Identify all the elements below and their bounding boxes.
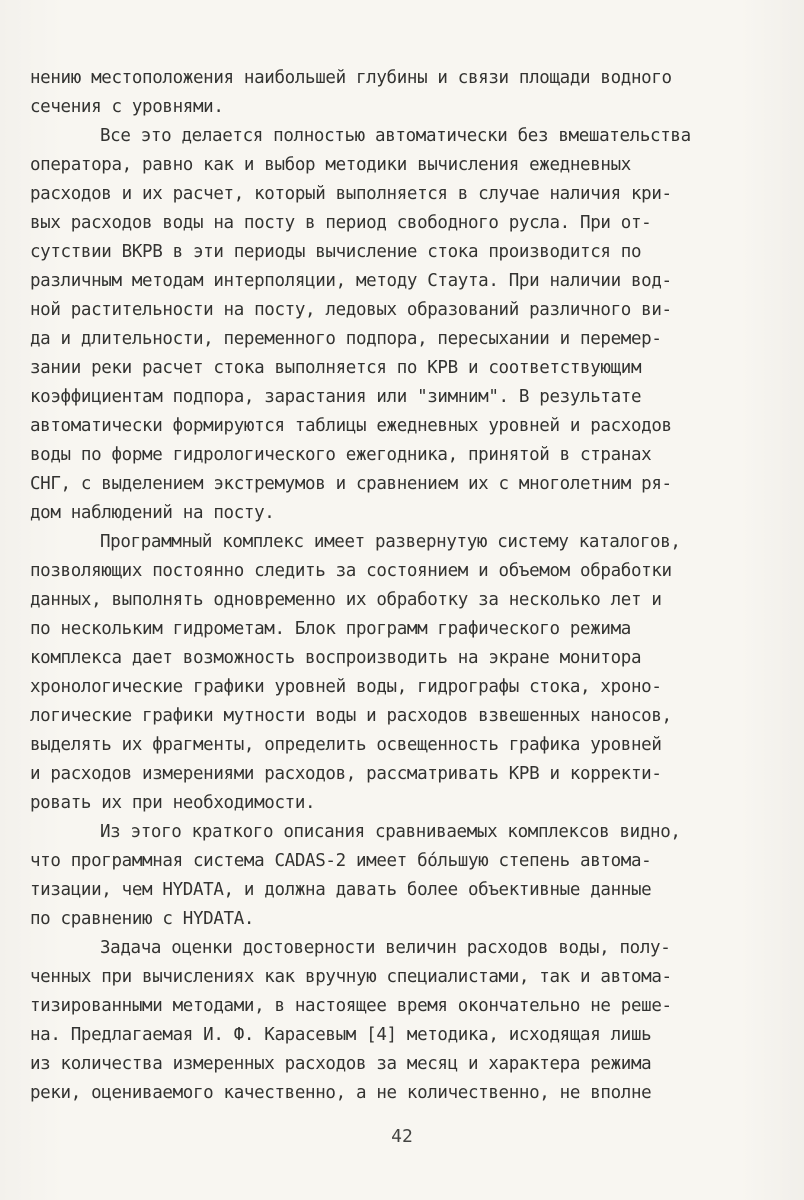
text-line: данных, выполнять одновременно их обработку за несколько лет и	[30, 590, 662, 610]
text-line: тизированными методами, в настоящее время окончательно не реше-	[30, 996, 672, 1016]
paragraph-first-line: Все это делается полностью автоматически без вмешательства	[100, 126, 691, 146]
text-line: оператора, равно как и выбор методики вычисления ежедневных	[30, 155, 631, 175]
text-line: реки, оцениваемого качественно, а не количественно, не вполне	[30, 1083, 652, 1103]
text-line: позволяющих постоянно следить за состоянием и объемом обработки	[30, 561, 672, 581]
text-line: по сравнению с HYDATA.	[30, 909, 255, 929]
text-line: комплекса дает возможность воспроизводить на экране монитора	[30, 648, 642, 668]
text-line: и расходов измерениями расходов, рассматривать КРВ и корректи-	[30, 764, 662, 784]
text-line: ченных при вычислениях как вручную специалистами, так и автома-	[30, 967, 672, 987]
text-line: хронологические графики уровней воды, гидрографы стока, хроно-	[30, 677, 662, 697]
text-line: да и длительности, переменного подпора, пересыхании и перемер-	[30, 329, 662, 349]
text-line: СНГ, с выделением экстремумов и сравнением их с многолетним ря-	[30, 474, 672, 494]
text-line: ровать их при необходимости.	[30, 793, 316, 813]
text-line: тизации, чем HYDATA, и должна давать более объективные данные	[30, 880, 652, 900]
text-line: по нескольким гидрометам. Блок программ графического режима	[30, 619, 631, 639]
text-line: зании реки расчет стока выполняется по КРВ и соответствующим	[30, 358, 642, 378]
paragraph-first-line: Из этого краткого описания сравниваемых комплексов видно,	[100, 822, 681, 842]
text-line: воды по форме гидрологического ежегодника, принятой в странах	[30, 445, 652, 465]
text-line: автоматически формируются таблицы ежедневных уровней и расходов	[30, 416, 672, 436]
page-number: 42	[391, 1126, 413, 1147]
text-line: различным методам интерполяции, методу Стаута. При наличии вод-	[30, 271, 672, 291]
text-line: ной растительности на посту, ледовых образований различного ви-	[30, 300, 672, 320]
paragraph-first-line: Программный комплекс имеет развернутую систему каталогов,	[100, 532, 681, 552]
text-line: сечения с уровнями.	[30, 97, 224, 117]
text-line: вых расходов воды на посту в период свободного русла. При от-	[30, 213, 652, 233]
text-line: коэффициентам подпора, зарастания или "зимним". В результате	[30, 387, 642, 407]
paragraph-first-line: Задача оценки достоверности величин расходов воды, полу-	[100, 938, 671, 958]
text-line: расходов и их расчет, который выполняется в случае наличия кри-	[30, 184, 672, 204]
text-line: дом наблюдений на посту.	[30, 503, 275, 523]
text-line: нению местоположения наибольшей глубины и связи площади водного	[30, 68, 672, 88]
text-line: на. Предлагаемая И. Ф. Карасевым [4] методика, исходящая лишь	[30, 1025, 652, 1045]
text-line: из количества измеренных расходов за месяц и характера режима	[30, 1054, 652, 1074]
text-line: сутствии ВКРВ в эти периоды вычисление стока производится по	[30, 242, 642, 262]
text-line: логические графики мутности воды и расходов взвешенных наносов,	[30, 706, 672, 726]
text-line: что программная система CADAS-2 имеет бóльшую степень автома-	[30, 851, 652, 871]
text-line: выделять их фрагменты, определить освещенность графика уровней	[30, 735, 662, 755]
